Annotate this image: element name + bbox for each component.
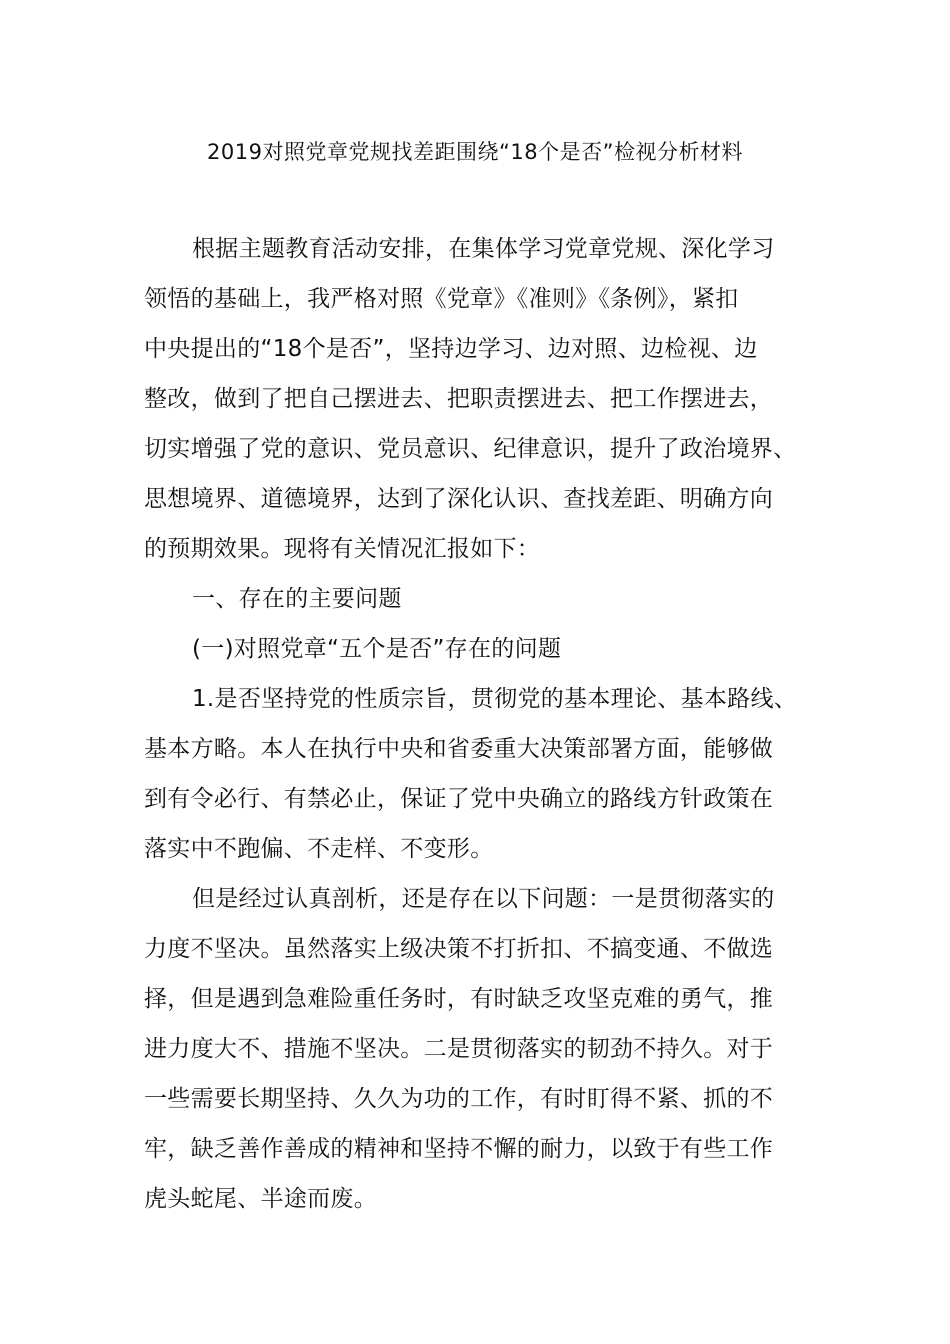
- subsection-heading: (一)对照党章“五个是否”存在的问题: [192, 636, 562, 662]
- body-line-4: 整改，做到了把自己摆进去、把职责摆进去、把工作摆进去，: [144, 386, 774, 412]
- body-line-13: 力度不坚决。虽然落实上级决策不打折扣、不搞变通、不做选: [144, 936, 774, 962]
- body-line-18: 虎头蛇尾、半途而废。: [144, 1186, 377, 1212]
- body-line-17: 牢，缺乏善作善成的精神和坚持不懈的耐力，以致于有些工作: [144, 1136, 774, 1162]
- body-line-16: 一些需要长期坚持、久久为功的工作，有时盯得不紧、抓的不: [144, 1086, 774, 1112]
- section-heading: 一、存在的主要问题: [192, 586, 402, 612]
- body-line-10: 到有令必行、有禁必止，保证了党中央确立的路线方针政策在: [144, 786, 774, 812]
- body-line-8: 1.是否坚持党的性质宗旨，贯彻党的基本理论、基本路线、: [192, 686, 798, 712]
- body-line-12: 但是经过认真剖析，还是存在以下问题：一是贯彻落实的: [192, 886, 775, 912]
- body-line-3: 中央提出的“18个是否”，坚持边学习、边对照、边检视、边: [144, 336, 758, 362]
- body-line-5: 切实增强了党的意识、党员意识、纪律意识，提升了政治境界、: [144, 436, 797, 462]
- body-line-14: 择，但是遇到急难险重任务时，有时缺乏攻坚克难的勇气，推: [144, 986, 774, 1012]
- body-line-9: 基本方略。本人在执行中央和省委重大决策部署方面，能够做: [144, 736, 774, 762]
- body-line-6: 思想境界、道德境界，达到了深化认识、查找差距、明确方向: [144, 486, 774, 512]
- body-line-2: 领悟的基础上，我严格对照《党章》《准则》《条例》，紧扣: [144, 286, 739, 312]
- document-title: 2019对照党章党规找差距围绕“18个是否”检视分析材料: [207, 140, 743, 164]
- body-line-1: 根据主题教育活动安排，在集体学习党章党规、深化学习: [192, 236, 775, 262]
- body-line-7: 的预期效果。现将有关情况汇报如下：: [144, 536, 541, 562]
- body-line-15: 进力度大不、措施不坚决。二是贯彻落实的韧劲不持久。对于: [144, 1036, 774, 1062]
- body-line-11: 落实中不跑偏、不走样、不变形。: [144, 836, 494, 862]
